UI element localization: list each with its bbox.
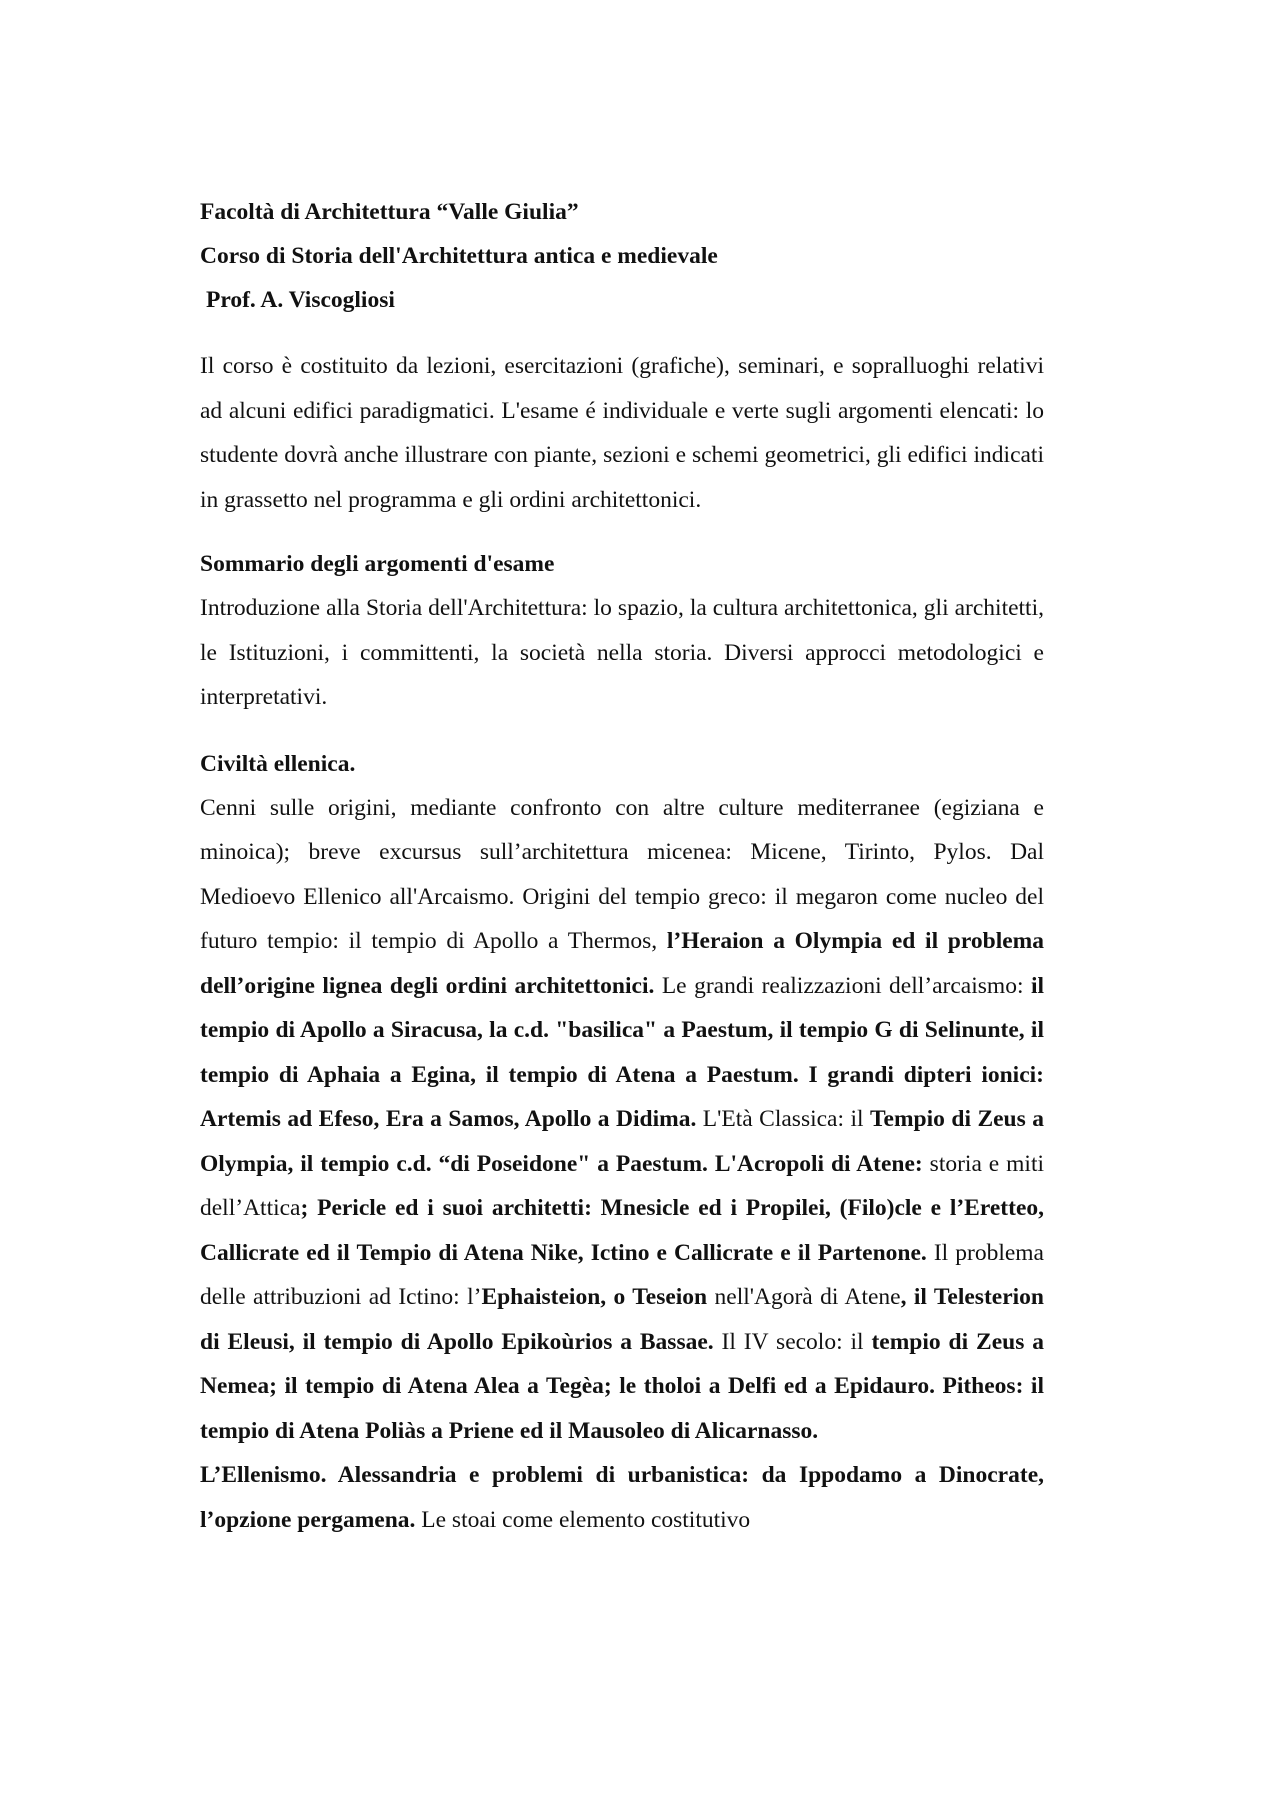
civilta-text-1: Cenni sulle origini, mediante confronto con altre culture mediterranee (egiziana e minoica); breve excursus sull’architettura micenea: Micene, Tirinto, Pylos. Dal Medioevo Ellenico all'Arcaismo. Origini del tempio greco: il megaron come nucleo del futuro tempio: il tempio di Apollo a Thermos, [200,794,1044,954]
course-heading: Corso di Storia dell'Architettura antica e medievale [200,243,718,269]
civilta-title: Civiltà ellenica. [200,750,356,777]
intro-paragraph: Il corso è costituito da lezioni, esercitazioni (grafiche), seminari, e sopralluoghi relativi ad alcuni edifici paradigmatici. L'esame é individuale e verte sugli argomenti elencati: lo studente dovrà anche illustrare con piante, sezioni e schemi geometrici, gli edifici indicati in grassetto nel programma e gli ordini architettonici. [200,353,1044,513]
civilta-bold-1: l’Heraion a Olympia ed il problema dell’origine lignea degli ordini architettonici. [200,928,1044,999]
ellenismo-bold: Alessandria e problemi di urbanistica: da Ippodamo a Dinocrate, l’opzione pergamena. [200,1462,1044,1533]
civilta-text-2: Le grandi realizzazioni dell’arcaismo: [654,972,1031,999]
civilta-text-6: nell'Agorà di Atene [707,1284,901,1310]
civilta-paragraph [200,786,1044,1454]
civilta-bold-2: il tempio di Apollo a Siracusa, la c.d. "basilica" a Paestum, il tempio G di Selinunte, il tempio di Aphaia a Egina, il tempio di Atena a Paestum. I grandi dipteri ionici: Artemis ad Efeso, Era a Samos, Apollo a Didima. [200,972,1044,1132]
ellenismo-lead: L’Ellenismo. [200,1462,327,1488]
civilta-text-4: storia e miti dell’Attica [200,1150,1045,1221]
ellenismo-tail: Le stoai come elemento costitutivo [415,1506,751,1533]
civilta-text-3: L'Età Classica: il [696,1106,871,1132]
professor-heading: Prof. A. Viscogliosi [206,287,395,313]
sommario-title: Sommario degli argomenti d'esame [200,551,555,577]
civilta-bold-3: Tempio di Zeus a Olympia, il tempio c.d. “di Poseidone" a Paestum. L'Acropoli di Atene: [200,1106,1044,1177]
sommario-text: Introduzione alla Storia dell'Architettura: lo spazio, la cultura architettonica, gli architetti, le Istituzioni, i committenti, la società nella storia. Diversi approcci metodologici e interpretativi. [200,595,1044,710]
document-page [200,190,1044,1542]
ellenismo-paragraph [200,1453,1044,1542]
civilta-bold-4: ; Pericle ed i suoi architetti: Mnesicle ed i Propilei, (Filo)cle e l’Eretteo, Callicrate ed il Tempio di Atena Nike, Ictino e Callicrate e il Partenone. [200,1195,1044,1266]
civilta-bold-5: Ephaisteion, o Teseion [481,1284,708,1310]
civilta-text-7: Il IV secolo: il [713,1328,872,1355]
civilta-bold-6: , il Telesterion di Eleusi, il tempio di Apollo Epikoùrios a Bassae. [200,1284,1044,1355]
civilta-text-5: Il problema delle attribuzioni ad Ictino: l’ [200,1239,1044,1310]
civilta-bold-7: tempio di Zeus a Nemea; il tempio di Atena Alea a Tegèa; le tholoi a Delfi ed a Epidauro. Pitheos: il tempio di Atena Poliàs a Priene ed il Mausoleo di Alicarnasso. [200,1328,1044,1444]
faculty-heading: Facoltà di Architettura “Valle Giulia” [200,199,579,225]
